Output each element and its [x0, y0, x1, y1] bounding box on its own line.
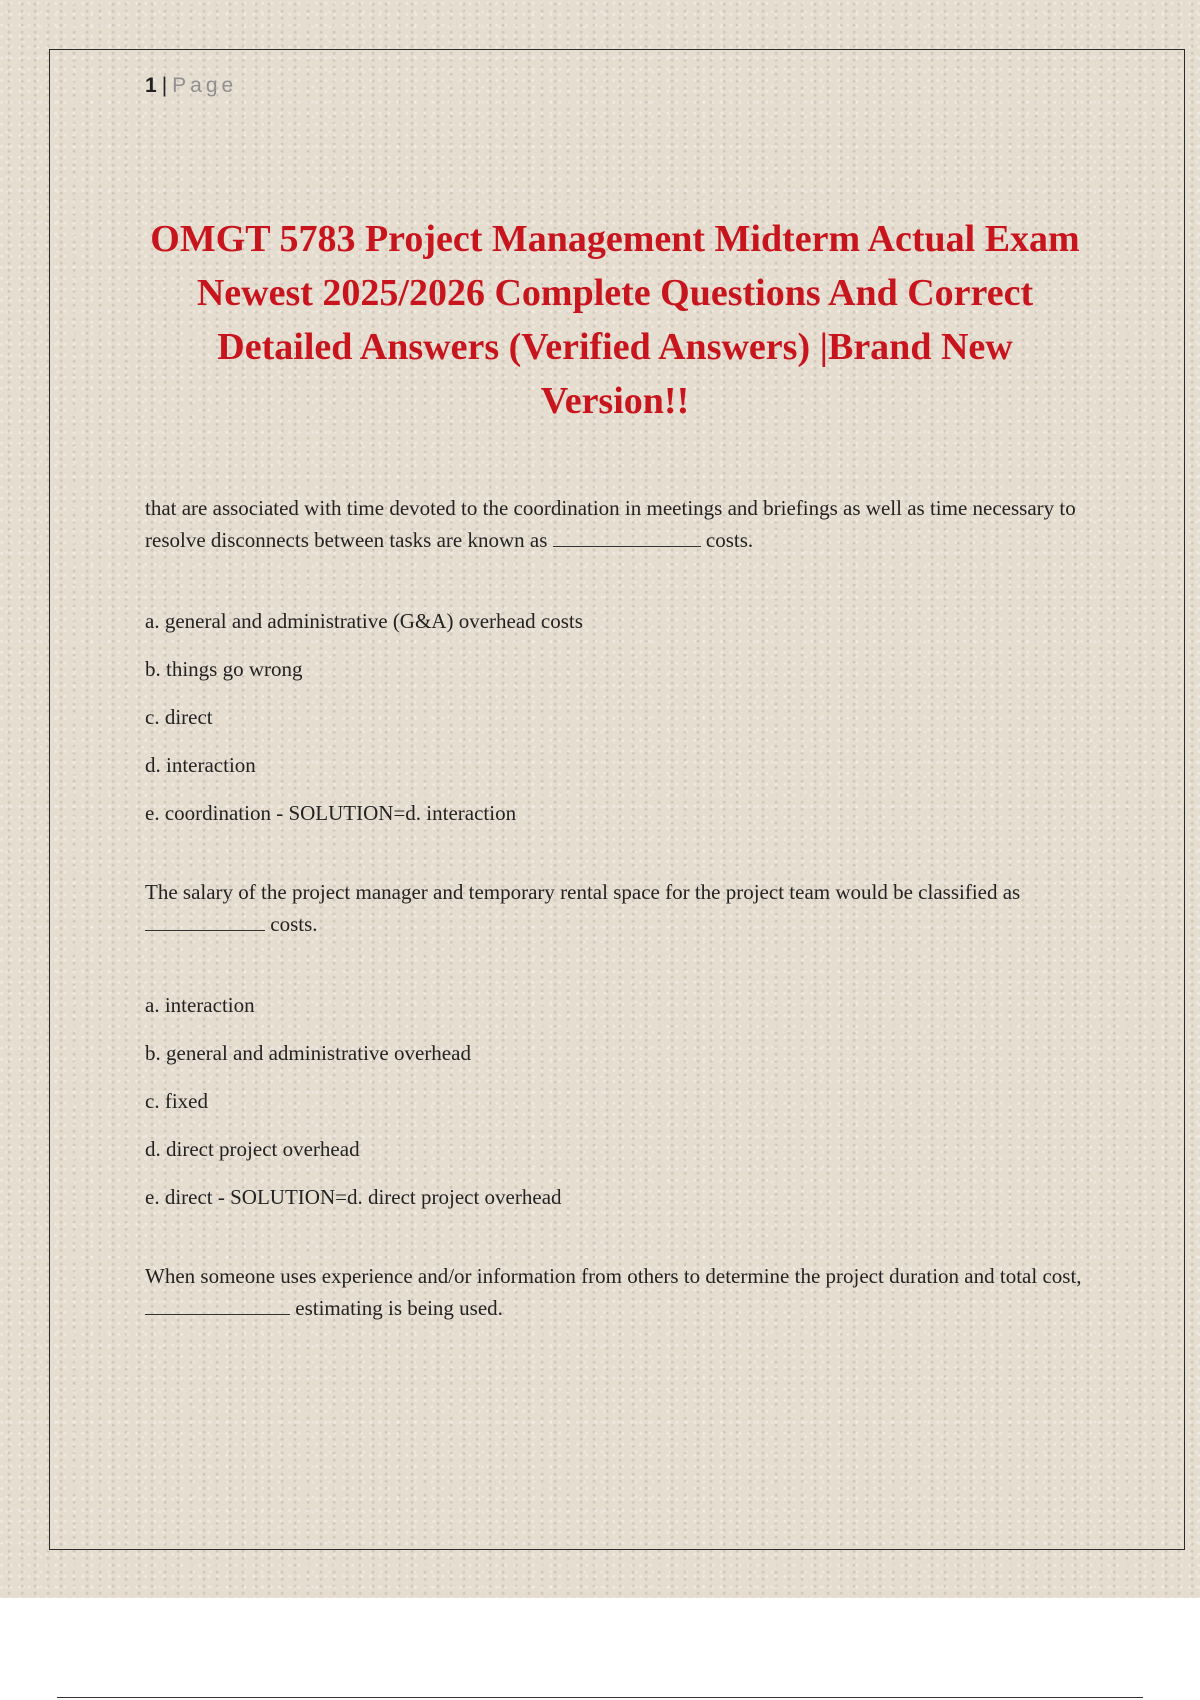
question-2-text: The salary of the project manager and temporary rental space for the project team would be classified as	[145, 880, 1021, 904]
question-1-text-end: costs.	[700, 528, 754, 552]
option-item: b. general and administrative overhead	[145, 1041, 471, 1065]
question-1-options	[145, 608, 1085, 826]
question-1-text: that are associated with time devoted to the coordination in meetings and briefings as well as time necessary to resolve disconnects between tasks are known as	[145, 496, 1076, 552]
page-number: 1	[145, 74, 159, 97]
question-2-text-end: costs.	[265, 912, 318, 936]
question-1	[145, 492, 1085, 556]
option-item: d. direct project overhead	[145, 1137, 360, 1161]
option-item-solution: e. coordination - SOLUTION=d. interaction	[145, 801, 517, 825]
question-2-options	[145, 992, 1085, 1210]
option-item: b. things go wrong	[145, 657, 303, 681]
option-item: c. direct	[145, 705, 213, 729]
page-number-header	[145, 74, 237, 98]
answer-blank	[553, 526, 701, 547]
question-3-text-end: estimating is being used.	[290, 1296, 503, 1320]
answer-blank	[145, 910, 265, 931]
answer-blank	[145, 1294, 290, 1315]
question-3-text: When someone uses experience and/or information from others to determine the project duration and total cost,	[145, 1264, 1082, 1288]
question-3	[145, 1260, 1085, 1324]
footer-rule	[57, 1697, 1143, 1698]
page-word: Page	[172, 74, 238, 97]
option-item: a. interaction	[145, 993, 255, 1017]
question-list	[145, 492, 1085, 1324]
option-item-solution: e. direct - SOLUTION=d. direct project overhead	[145, 1185, 562, 1209]
option-item: a. general and administrative (G&A) overhead costs	[145, 609, 583, 633]
page-number-separator: |	[161, 74, 170, 97]
document-title: OMGT 5783 Project Management Midterm Actual Exam Newest 2025/2026 Complete Questions And Correct Detailed Answers (Verified Answers) |Brand New Version!!	[150, 218, 1080, 422]
question-2	[145, 876, 1085, 940]
option-item: d. interaction	[145, 753, 256, 777]
option-item: c. fixed	[145, 1089, 208, 1113]
